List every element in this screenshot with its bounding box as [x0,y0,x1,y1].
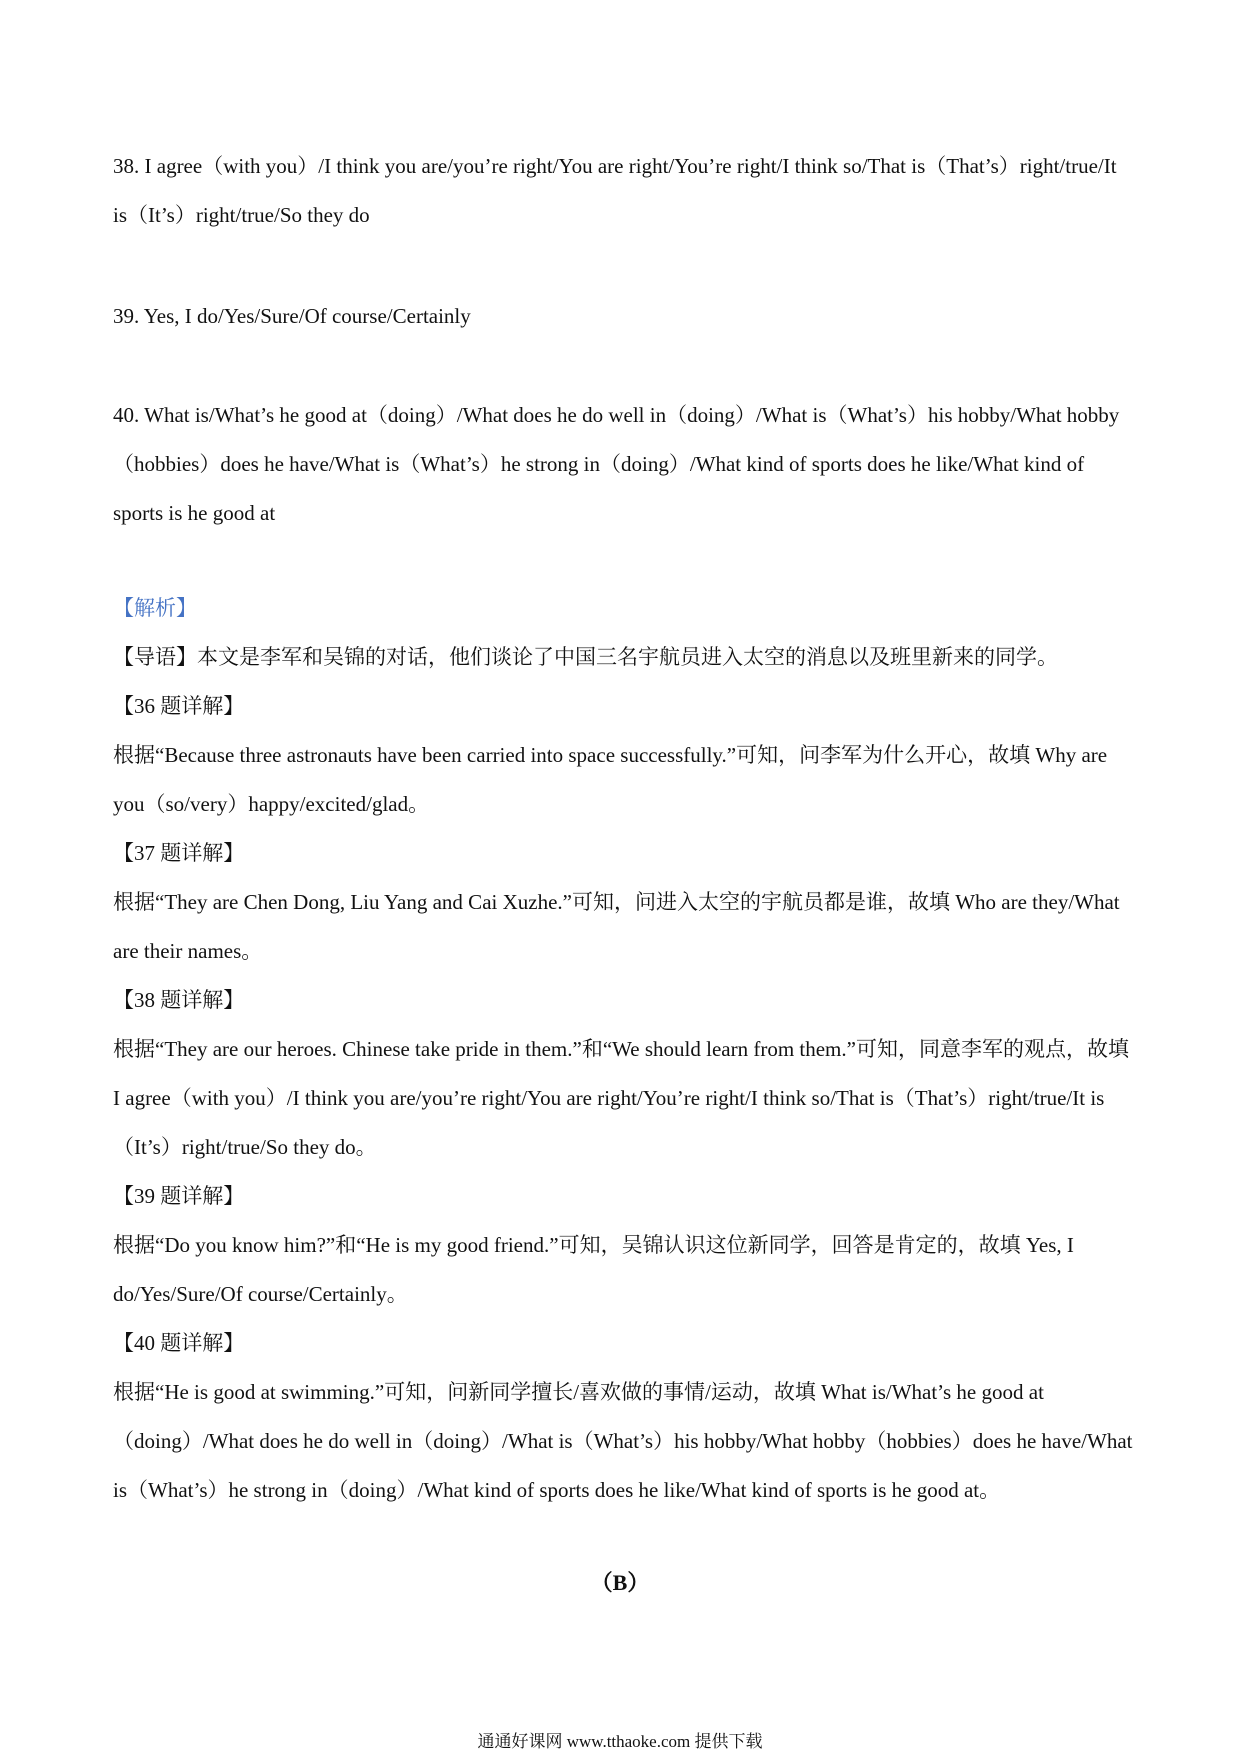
section-b-heading: （B） [590,1570,650,1595]
q38-explanation: 根据“They are our heroes. Chinese take pride in them.”和“We should learn from them.”可知，同意李军的观点，故填 I agree（with you）/I think you are/you’re right/You are right/You’re right/I think so/That is（That’s）right/true/It is（It’s）right/true/So they do。 [113,1037,1129,1159]
q39-heading: 【39 题详解】 [113,1184,245,1208]
analysis-label: 【解析】 [113,596,197,620]
q36-explanation: 根据“Because three astronauts have been carried into space successfully.”可知，问李军为什么开心，故填 Why are you（so/very）happy/excited/glad。 [113,743,1108,816]
q36-heading: 【36 题详解】 [113,694,245,718]
answer-40: 40. What is/What’s he good at（doing）/What does he do well in（doing）/What is（What’s）his hobby/What hobby（hobbies）does he have/What is（What’s）he strong in（doing）/What kind of sports does he like/What kind of sports is he good at [113,403,1120,525]
q37-heading: 【37 题详解】 [113,841,245,865]
answer-38: 38. I agree（with you）/I think you are/you’re right/You are right/You’re right/I think so/That is（That’s）right/true/It is（It’s）right/true/So they do [113,154,1117,227]
q40-explanation: 根据“He is good at swimming.”可知，问新同学擅长/喜欢做的事情/运动，故填 What is/What’s he good at（doing）/What does he do well in（doing）/What is（What’s）his hobby/What hobby（hobbies）does he have/What is（What’s）he strong in（doing）/What kind of sports does he like/What kind of sports is he good at。 [113,1380,1133,1502]
q38-heading: 【38 题详解】 [113,988,245,1012]
page-footer: 通通好课网 www.tthaoke.com 提供下载 [477,1732,763,1751]
q39-explanation: 根据“Do you know him?”和“He is my good friend.”可知，吴锦认识这位新同学，回答是肯定的，故填 Yes, I do/Yes/Sure/Of course/Certainly。 [113,1233,1074,1306]
analysis-intro: 【导语】本文是李军和吴锦的对话，他们谈论了中国三名宇航员进入太空的消息以及班里新来的同学。 [113,645,1058,669]
answer-39: 39. Yes, I do/Yes/Sure/Of course/Certainly [113,304,471,328]
q37-explanation: 根据“They are Chen Dong, Liu Yang and Cai Xuzhe.”可知，问进入太空的宇航员都是谁，故填 Who are they/What are their names。 [113,890,1120,963]
q40-heading: 【40 题详解】 [113,1331,245,1355]
